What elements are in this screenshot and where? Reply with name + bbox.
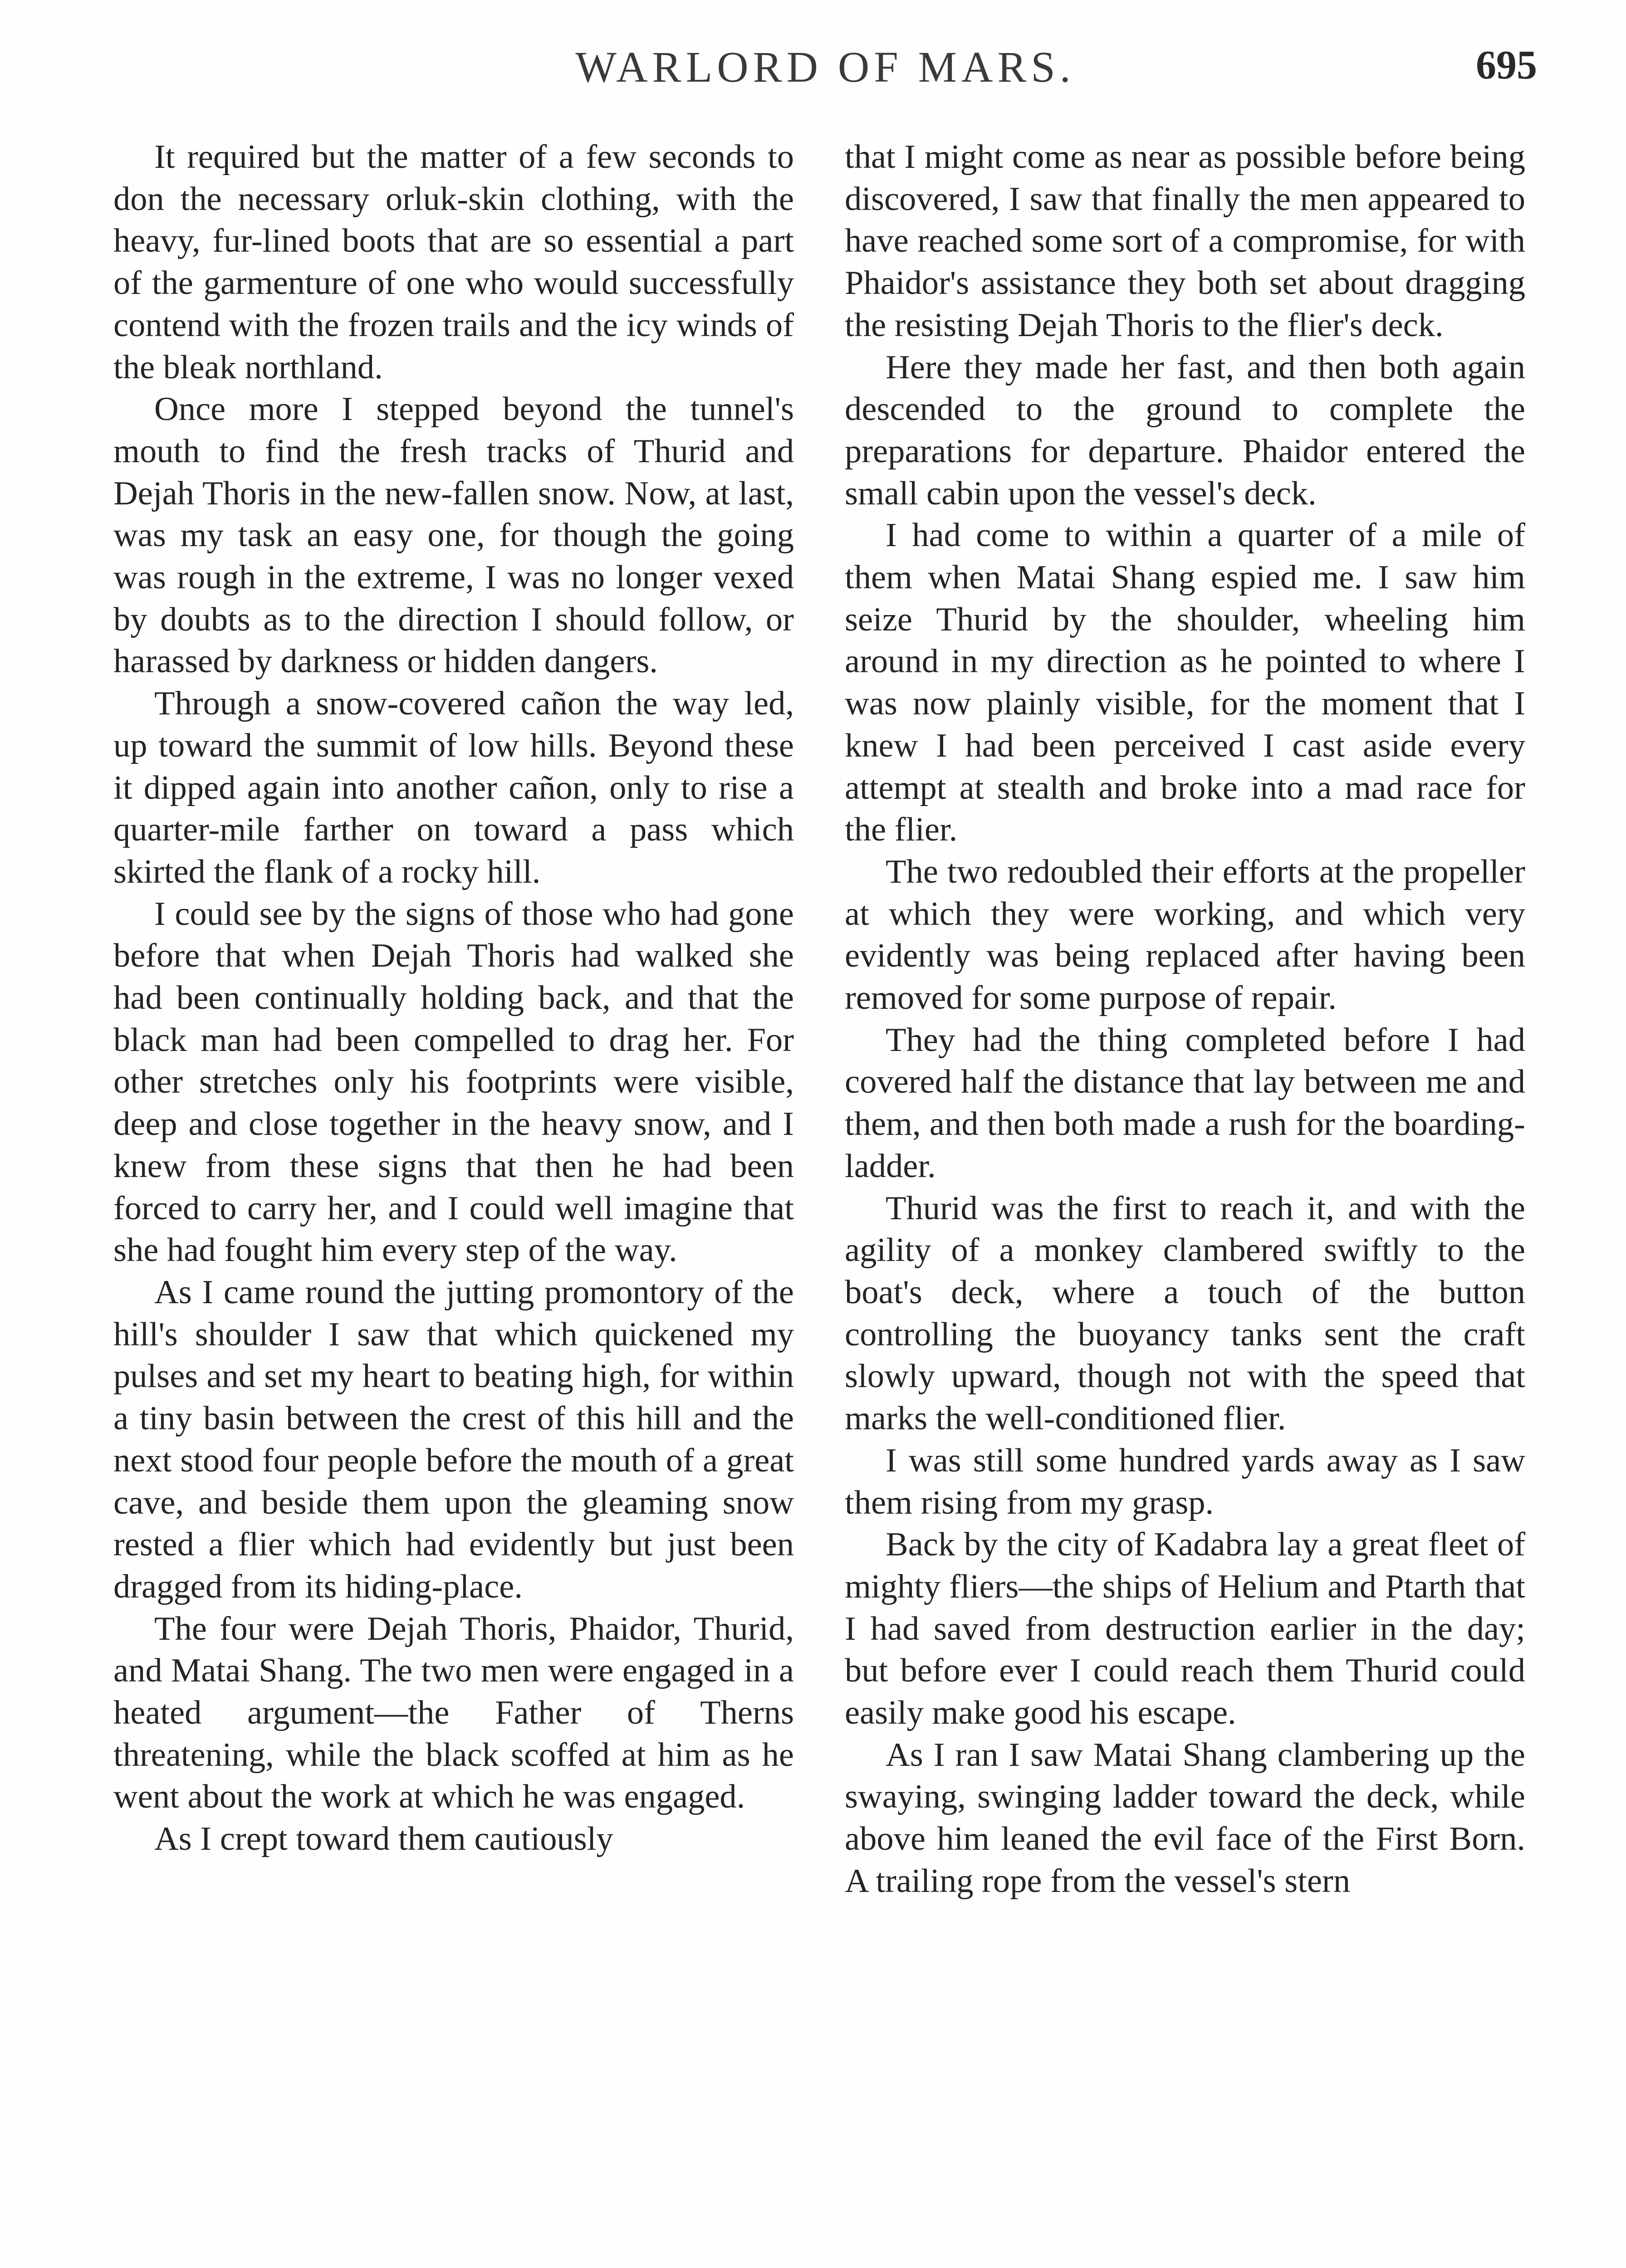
paragraph: It required but the matter of a few seconds to don the necessary orluk-skin clothing, with the heavy, fur-lined boots that are so essential a part of the garmenture of one who would successfully contend with the frozen trails and the icy winds of the bleak northland. — [113, 138, 794, 386]
paragraph: I was still some hundred yards away as I saw them rising from my grasp. — [845, 1442, 1525, 1521]
paragraph: The four were Dejah Thoris, Phaidor, Thurid, and Matai Shang. The two men were engaged in a heated argument—the Father of Therns threatening, while the black scoffed at him as he went about the work at which he was engaged. — [113, 1610, 794, 1816]
paragraph: The two redoubled their efforts at the propeller at which they were working, and which very evidently was being replaced after having been removed for some purpose of repair. — [845, 853, 1525, 1017]
page-header — [113, 42, 1537, 110]
paragraph: As I crept toward them cautiously — [154, 1820, 613, 1858]
paragraph-continued: that I might come as near as possible before being discovered, I saw that finally the men appeared to have reached some sort of a compromise, for with Phaidor's assistance they both set about dragging the resisting Dejah Thoris to the flier's deck. — [845, 138, 1525, 344]
paragraph: Thurid was the first to reach it, and with the agility of a monkey clambered swiftly to the boat's deck, where a touch of the button controlling the buoyancy tanks sent the craft slowly upward, though not with the speed that marks the well-conditioned flier. — [845, 1189, 1525, 1437]
paragraph: As I came round the jutting promontory of the hill's shoulder I saw that which quickened my pulses and set my heart to beating high, for within a tiny basin between the crest of this hill and the next stood four people before the mouth of a great cave, and beside them upon the gleaming snow rested a flier which had evidently but just been dragged from its hiding-place. — [113, 1273, 794, 1605]
paragraph: Once more I stepped beyond the tunnel's mouth to find the fresh tracks of Thurid and Dejah Thoris in the new-fallen snow. Now, at last, was my task an easy one, for though the going was rough in the extreme, I was no longer vexed by doubts as to the direction I should follow, or harassed by darkness or hidden dangers. — [113, 391, 794, 680]
right-column — [845, 136, 1525, 1902]
paragraph: As I ran I saw Matai Shang clambering up the swaying, swinging ladder toward the deck, while above him leaned the evil face of the First Born. A trailing rope from the vessel's stern — [845, 1736, 1525, 1900]
paragraph: Back by the city of Kadabra lay a great fleet of mighty fliers—the ships of Helium and Ptarth that I had saved from destruction earlier in the day; but before ever I could reach them Thurid could easily make good his escape. — [845, 1526, 1525, 1732]
paragraph: Here they made her fast, and then both again descended to the ground to complete the preparations for departure. Phaidor entered the small cabin upon the vessel's deck. — [845, 348, 1525, 512]
paragraph: They had the thing completed before I had covered half the distance that lay between me and them, and then both made a rush for the boarding-ladder. — [845, 1021, 1525, 1185]
paragraph: I could see by the signs of those who had gone before that when Dejah Thoris had walked she had been continually holding back, and that the black man had been compelled to drag her. For other stretches only his footprints were visible, deep and close together in the heavy snow, and I knew from these signs that then he had been forced to carry her, and I could well imagine that she had fought him every step of the way. — [113, 895, 794, 1269]
paragraph: I had come to within a quarter of a mile of them when Matai Shang espied me. I saw him seize Thurid by the shoulder, wheeling him around in my direction as he pointed to where I was now plainly visible, for the moment that I knew I had been perceived I cast aside every attempt at stealth and broke into a mad race for the flier. — [845, 517, 1525, 849]
paragraph: Through a snow-covered cañon the way led, up toward the summit of low hills. Beyond these it dipped again into another cañon, only to rise a quarter-mile farther on toward a pass which skirted the flank of a rocky hill. — [113, 685, 794, 890]
left-column — [113, 136, 794, 1860]
page-number: 695 — [1476, 43, 1537, 88]
running-title: WARLORD OF MARS. — [575, 43, 1075, 91]
